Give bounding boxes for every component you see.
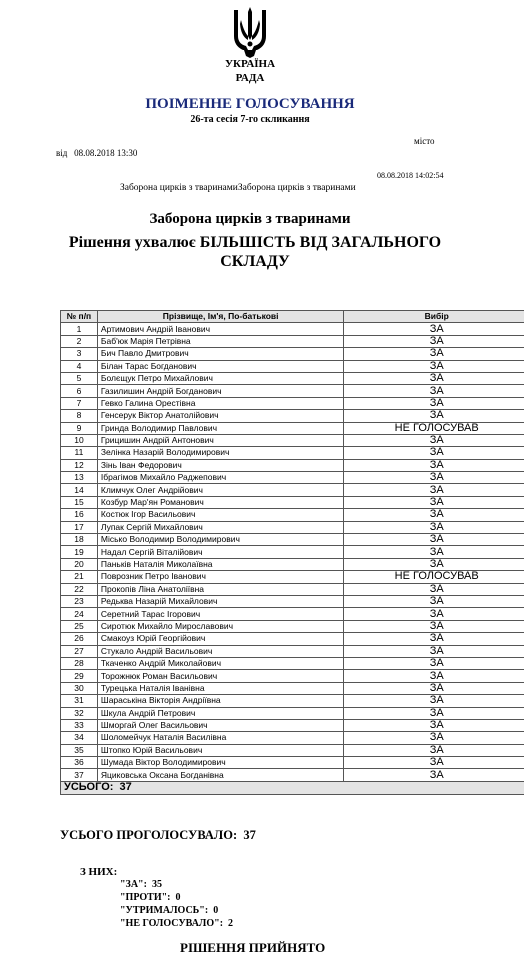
- row-choice: ЗА: [344, 459, 524, 471]
- row-choice: ЗА: [344, 323, 524, 335]
- row-choice: ЗА: [344, 372, 524, 384]
- row-name: Костюк Ігор Васильович: [97, 509, 343, 521]
- table-row: [61, 670, 524, 682]
- row-choice: ЗА: [344, 397, 524, 409]
- row-number: 15: [61, 496, 98, 508]
- row-name: Баб'юк Марія Петрівна: [97, 335, 343, 347]
- row-choice: ЗА: [344, 583, 524, 595]
- column-header-choice: Вибір: [344, 311, 524, 323]
- row-name: Редькв​а Назарій Михайлович: [97, 595, 343, 607]
- row-choice: ЗА: [344, 769, 524, 781]
- table-row: [61, 397, 524, 409]
- row-name: Лупак Сергій Михайлович: [97, 521, 343, 533]
- row-number: 19: [61, 546, 98, 558]
- table-row: [61, 769, 524, 781]
- row-number: 16: [61, 509, 98, 521]
- row-number: 32: [61, 707, 98, 719]
- row-number: 31: [61, 695, 98, 707]
- row-choice: ЗА: [344, 645, 524, 657]
- row-name: Шоломейчук Наталія Василівна: [97, 732, 343, 744]
- row-name: Паньків Наталія Миколаївна: [97, 558, 343, 570]
- table-row: [61, 707, 524, 719]
- table-row: [61, 472, 524, 484]
- row-name: Торожнюк Роман Васильович: [97, 670, 343, 682]
- table-row: [61, 657, 524, 669]
- row-number: 8: [61, 410, 98, 422]
- table-row: [61, 360, 524, 372]
- row-number: 10: [61, 434, 98, 446]
- table-row: [61, 595, 524, 607]
- row-number: 7: [61, 397, 98, 409]
- row-choice: ЗА: [344, 682, 524, 694]
- subject-small: Заборона цирків з тваринамиЗаборона цирків з тваринами: [120, 183, 356, 193]
- row-number: 11: [61, 447, 98, 459]
- row-choice: ЗА: [344, 410, 524, 422]
- table-row: [61, 645, 524, 657]
- row-number: 5: [61, 372, 98, 384]
- row-name: Генсерук Віктор Анатолійович: [97, 410, 343, 422]
- row-choice: ЗА: [344, 360, 524, 372]
- table-row: [61, 410, 524, 422]
- row-number: 33: [61, 719, 98, 731]
- row-name: Штопко Юрій Васильович: [97, 744, 343, 756]
- row-number: 25: [61, 620, 98, 632]
- from-datetime: 08.08.2018 13:30: [74, 148, 138, 158]
- row-number: 20: [61, 558, 98, 570]
- row-number: 4: [61, 360, 98, 372]
- table-row: [61, 521, 524, 533]
- row-choice: ЗА: [344, 472, 524, 484]
- table-row: [61, 434, 524, 446]
- row-choice: ЗА: [344, 534, 524, 546]
- row-choice: ЗА: [344, 633, 524, 645]
- total-value: 37: [119, 781, 132, 794]
- table-row: [61, 484, 524, 496]
- voted-label: УСЬОГО ПРОГОЛОСУВАЛО:: [60, 828, 238, 842]
- row-number: 6: [61, 385, 98, 397]
- column-header-number: № п/п: [61, 311, 98, 323]
- row-name: Шараськіна Вікторія Андріївна: [97, 695, 343, 707]
- row-number: 26: [61, 633, 98, 645]
- table-row: [61, 348, 524, 360]
- row-number: 36: [61, 757, 98, 769]
- row-choice: ЗА: [344, 509, 524, 521]
- row-choice: ЗА: [344, 447, 524, 459]
- row-number: 3: [61, 348, 98, 360]
- row-number: 14: [61, 484, 98, 496]
- row-number: 9: [61, 422, 98, 434]
- breakdown-abstained: [120, 904, 233, 917]
- row-number: 12: [61, 459, 98, 471]
- voted-summary: [60, 828, 256, 843]
- row-name: Зінь Іван Федорович: [97, 459, 343, 471]
- table-header-row: [61, 311, 524, 323]
- breakdown-label: "НЕ ГОЛОСУВАЛО":: [120, 918, 224, 929]
- row-choice: ЗА: [344, 620, 524, 632]
- row-name: Козбур Мар'ян Романович: [97, 496, 343, 508]
- row-choice: НЕ ГОЛОСУВАВ: [344, 571, 524, 583]
- page-title: ПОІМЕННЕ ГОЛОСУВАННЯ: [145, 96, 355, 112]
- row-number: 24: [61, 608, 98, 620]
- row-number: 17: [61, 521, 98, 533]
- table-row: [61, 447, 524, 459]
- row-name: Шморгай Олег Васильович: [97, 719, 343, 731]
- row-name: Шумада Віктор Володимирович: [97, 757, 343, 769]
- subject-title: Заборона цирків з тваринами: [149, 211, 351, 227]
- vote-date: [56, 148, 137, 158]
- row-name: Шкула Андрій Петрович: [97, 707, 343, 719]
- table-row: [61, 583, 524, 595]
- row-number: 13: [61, 472, 98, 484]
- coat-of-arms-icon: [232, 6, 268, 58]
- table-row: [61, 459, 524, 471]
- table-row: [61, 534, 524, 546]
- country-label: УКРАЇНА: [224, 58, 276, 70]
- row-name: Місько Володимир Володимирович: [97, 534, 343, 546]
- table-row: [61, 744, 524, 756]
- total-cell: [61, 781, 524, 794]
- row-choice: ЗА: [344, 558, 524, 570]
- row-name: Яциковська Оксана Богданівна: [97, 769, 343, 781]
- row-number: 29: [61, 670, 98, 682]
- table-row: [61, 608, 524, 620]
- row-choice: ЗА: [344, 707, 524, 719]
- breakdown-value: 0: [175, 892, 181, 903]
- table-row: [61, 372, 524, 384]
- row-number: 21: [61, 571, 98, 583]
- row-name: Прокопів Ліна Анатоліївна: [97, 583, 343, 595]
- council-label: РАДА: [235, 72, 265, 84]
- table-row: [61, 695, 524, 707]
- table-row: [61, 757, 524, 769]
- row-choice: ЗА: [344, 657, 524, 669]
- breakdown-label: "ПРОТИ":: [120, 892, 171, 903]
- row-name: Газилишин Андрій Богданович: [97, 385, 343, 397]
- table-row: [61, 509, 524, 521]
- decision-result: РІШЕННЯ ПРИЙНЯТО: [180, 940, 326, 955]
- row-choice: ЗА: [344, 348, 524, 360]
- row-choice: ЗА: [344, 757, 524, 769]
- row-choice: ЗА: [344, 385, 524, 397]
- row-number: 23: [61, 595, 98, 607]
- row-choice: ЗА: [344, 595, 524, 607]
- table-row: [61, 546, 524, 558]
- row-choice: ЗА: [344, 608, 524, 620]
- breakdown-label: "УТРИМАЛОСЬ":: [120, 905, 209, 916]
- decision-rule: Рішення ухвалює БІЛЬШІСТЬ ВІД ЗАГАЛЬНОГО СКЛАДУ: [68, 234, 442, 270]
- votes-table: [60, 310, 524, 795]
- breakdown-not-voted: [120, 917, 233, 930]
- table-row: [61, 323, 524, 335]
- column-header-name: Прізвище, Ім'я, По-батькові: [97, 311, 343, 323]
- breakdown-label: "ЗА":: [120, 879, 147, 890]
- row-choice: ЗА: [344, 521, 524, 533]
- row-number: 34: [61, 732, 98, 744]
- row-number: 22: [61, 583, 98, 595]
- row-number: 27: [61, 645, 98, 657]
- row-name: Бич Павло Дмитрович: [97, 348, 343, 360]
- row-choice: ЗА: [344, 496, 524, 508]
- row-number: 30: [61, 682, 98, 694]
- row-name: Ібрагімов Михайло Раджепович: [97, 472, 343, 484]
- row-number: 2: [61, 335, 98, 347]
- breakdown-value: 35: [151, 879, 162, 890]
- row-name: Надал Сергій Віталійович: [97, 546, 343, 558]
- voted-value: 37: [243, 828, 256, 842]
- table-row: [61, 682, 524, 694]
- from-label: від: [56, 148, 68, 158]
- table-row: [61, 496, 524, 508]
- row-name: Болєщук Петро Михайлович: [97, 372, 343, 384]
- row-choice: ЗА: [344, 732, 524, 744]
- table-row: [61, 719, 524, 731]
- breakdown-against: [120, 891, 233, 904]
- printed-datetime: 08.08.2018 14:02:54: [377, 171, 444, 180]
- table-row: [61, 558, 524, 570]
- row-name: Зелінка Назарій Володимирович: [97, 447, 343, 459]
- row-name: Сиротюк Михайло Мирославович: [97, 620, 343, 632]
- row-name: Смакоуз Юрій Георгійович: [97, 633, 343, 645]
- row-name: Гринда Володимир Павлович: [97, 422, 343, 434]
- row-choice: НЕ ГОЛОСУВАВ: [344, 422, 524, 434]
- row-name: Грицишин Андрій Антонович: [97, 434, 343, 446]
- city-label: місто: [414, 136, 435, 146]
- table-row: [61, 633, 524, 645]
- row-number: 1: [61, 323, 98, 335]
- row-name: Гевко Галина Орестівна: [97, 397, 343, 409]
- table-row: [61, 732, 524, 744]
- row-choice: ЗА: [344, 670, 524, 682]
- row-name: Білан Тарас Богданович: [97, 360, 343, 372]
- row-name: Климчук Олег Андрійович: [97, 484, 343, 496]
- breakdown-value: 2: [228, 918, 234, 929]
- row-number: 18: [61, 534, 98, 546]
- total-label: УСЬОГО:: [64, 781, 114, 794]
- breakdown-for: [120, 878, 233, 891]
- row-number: 35: [61, 744, 98, 756]
- table-row: [61, 620, 524, 632]
- row-choice: ЗА: [344, 719, 524, 731]
- session-label: 26-та сесія 7-го скликання: [190, 114, 310, 125]
- row-choice: ЗА: [344, 744, 524, 756]
- row-name: Артимович Андрій Іванович: [97, 323, 343, 335]
- table-row: [61, 422, 524, 434]
- breakdown-value: 0: [213, 905, 219, 916]
- of-them-label: З НИХ:: [80, 866, 118, 878]
- table-row: [61, 385, 524, 397]
- row-name: Поврозник Петро Іванович: [97, 571, 343, 583]
- total-row: [61, 781, 524, 794]
- table-row: [61, 335, 524, 347]
- row-choice: ЗА: [344, 484, 524, 496]
- vote-breakdown: [120, 878, 233, 930]
- row-name: Ткаченко Андрій Миколайович: [97, 657, 343, 669]
- row-name: Стукало Андрій Васильович: [97, 645, 343, 657]
- row-choice: ЗА: [344, 695, 524, 707]
- row-name: Сеpетний Тарас Ігорович: [97, 608, 343, 620]
- row-choice: ЗА: [344, 434, 524, 446]
- row-number: 37: [61, 769, 98, 781]
- row-number: 28: [61, 657, 98, 669]
- row-name: Турецька Наталія Іванівна: [97, 682, 343, 694]
- row-choice: ЗА: [344, 335, 524, 347]
- row-choice: ЗА: [344, 546, 524, 558]
- table-row: [61, 571, 524, 583]
